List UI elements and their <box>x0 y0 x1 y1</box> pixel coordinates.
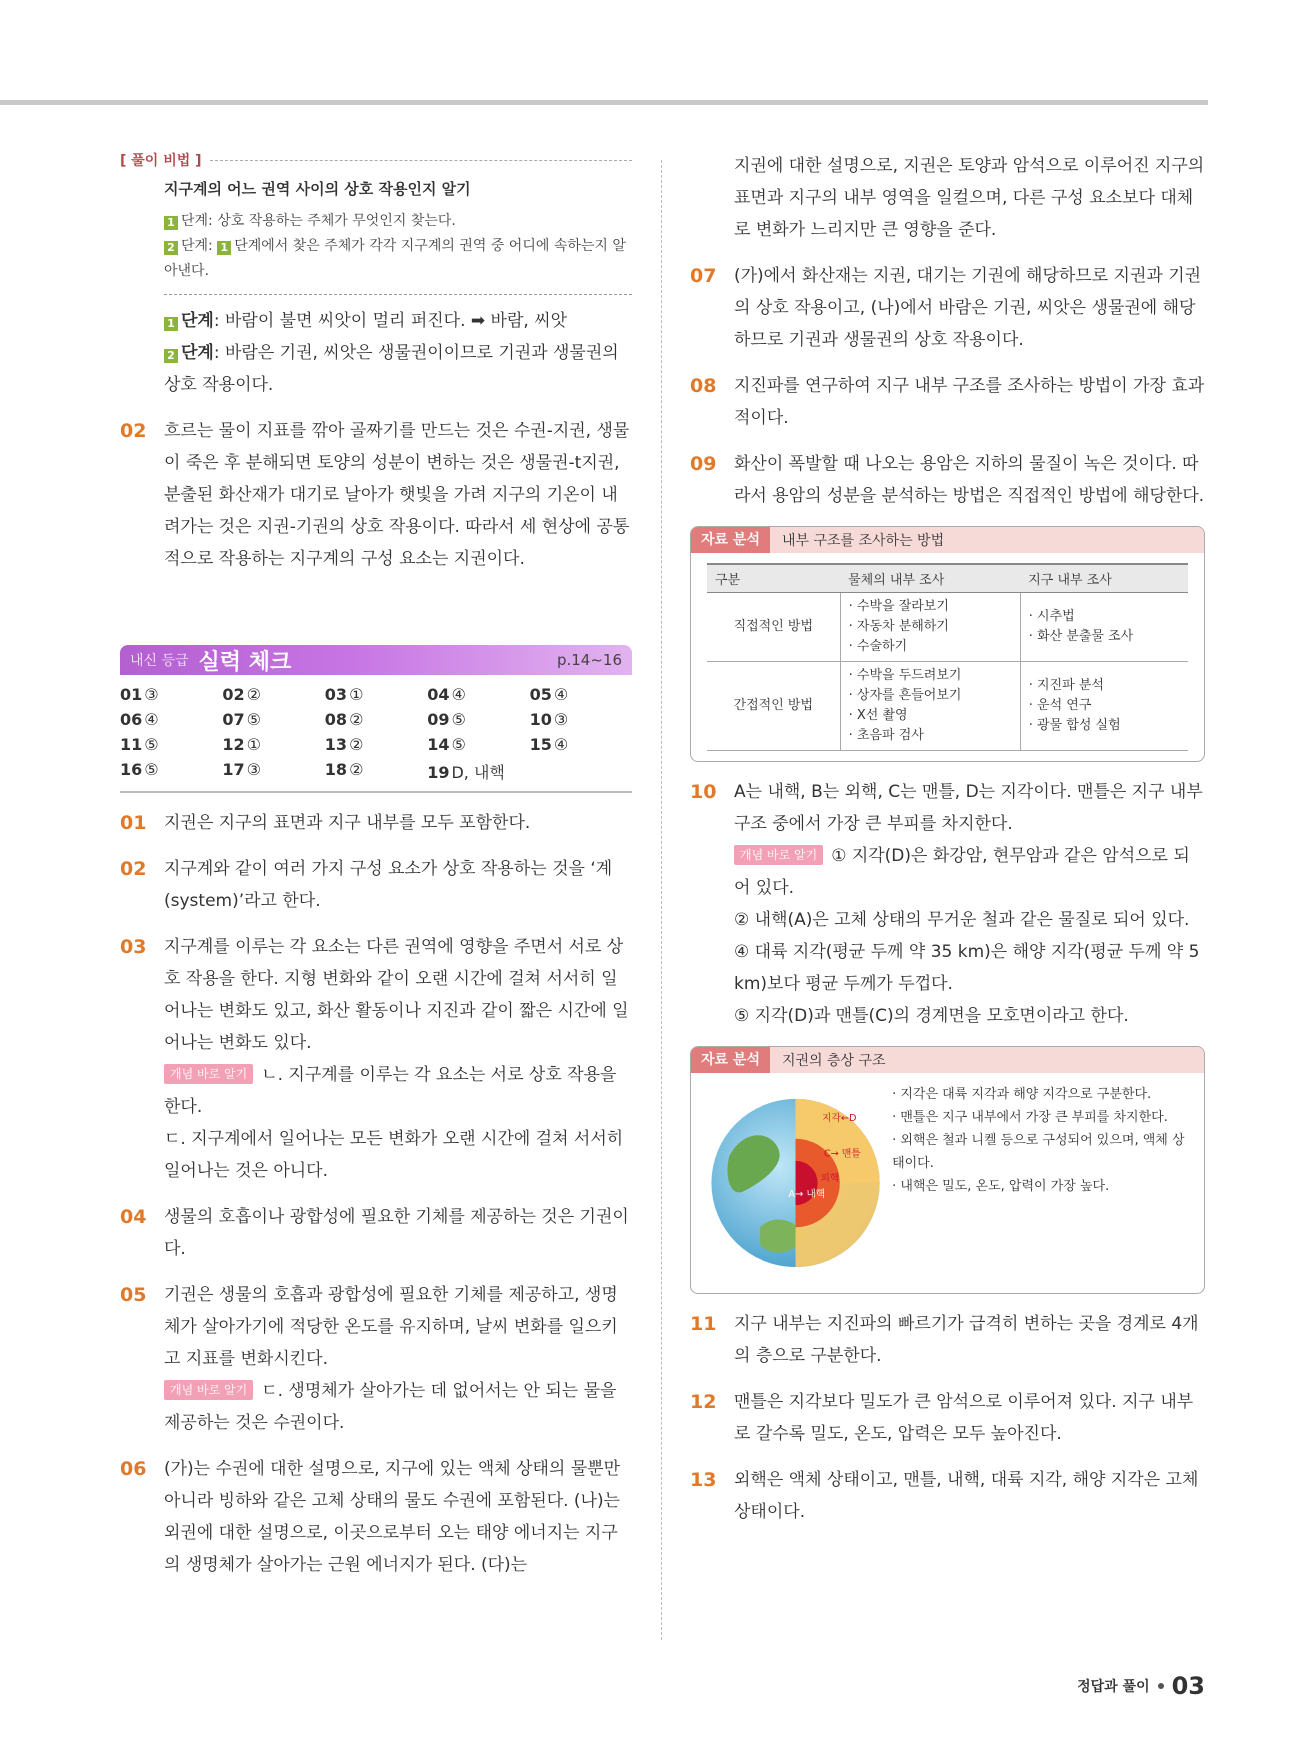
table-header-row <box>707 564 1188 593</box>
answer-number: 19 <box>427 763 450 782</box>
table-row <box>707 662 1188 751</box>
answer-text: 화산이 폭발할 때 나오는 용암은 지하의 물질이 녹은 것이다. 따라서 용암의 성분을 분석하는 방법은 직접적인 방법에 해당한다. <box>734 454 1205 506</box>
answer-body <box>164 1279 632 1439</box>
concept-badge: 개념 바로 알기 <box>164 1380 253 1400</box>
answer-choice: ② <box>349 710 364 729</box>
answer-text: 흐르는 물이 지표를 깎아 골짜기를 만드는 것은 수권-지권, 생물이 죽은 후 분해되면 토양의 성분이 변하는 것은 생물권-t지권, 분출된 화산재가 대기로 날아가 햇빛을 가려 지구의 기온이 내려가는 것은 지권-기권의 상호 작용이다. 따라서 세 현상에 공통적으로 작용하는 지구계의 구성 요소는 지권이다. <box>164 421 630 569</box>
concept-note-text-2: ㄷ. 지구계에서 일어나는 모든 변화가 오랜 시간에 걸쳐 서서히 일어나는 것은 아니다. <box>164 1129 624 1181</box>
answer-item <box>120 685 222 704</box>
answer-01 <box>120 807 632 839</box>
solution-step-2-text: : 바람은 기권, 씨앗은 생물권이이므로 기권과 생물권의 상호 작용이다. <box>164 343 619 395</box>
answer-number: 08 <box>324 710 348 729</box>
answer-choice: ② <box>349 760 364 779</box>
answer-choice: ⑤ <box>144 735 159 754</box>
answer-choice: ② <box>349 735 364 754</box>
footer-dot <box>1158 1683 1164 1689</box>
question-number: 09 <box>690 453 717 475</box>
question-number: 05 <box>120 1284 147 1306</box>
answer-03 <box>120 931 632 1187</box>
answer-number: 06 <box>120 710 143 729</box>
answer-text: (가)는 수권에 대한 설명으로, 지구에 있는 액체 상태의 물뿐만 아니라 빙하와 같은 고체 상태의 물도 수권에 포함된다. (나)는 외권에 대한 설명으로, 이곳으로부터 오는 태양 에너지는 지구의 생명체가 살아가는 근원 에너지가 된다. (다)는 <box>164 1459 621 1575</box>
answer-09 <box>690 448 1205 512</box>
answer-item <box>120 760 222 783</box>
answer-choice: ④ <box>144 710 159 729</box>
answer-choice: ① <box>349 685 364 704</box>
question-number: 11 <box>690 1313 717 1335</box>
answer-text: 지구계를 이루는 각 요소는 다른 권역에 영향을 주면서 서로 상호 작용을 한다. 지형 변화와 같이 오랜 시간에 걸쳐 서서히 일어나는 변화도 있고, 화산 활동이나 지진과 같이 짧은 시간에 일어나는 변화도 있다. <box>164 937 629 1053</box>
question-number: 06 <box>120 1458 147 1480</box>
answer-choice: ④ <box>553 735 569 754</box>
table-item: · 광물 합성 실험 <box>1028 718 1121 733</box>
table-cell <box>1020 593 1188 662</box>
page-number: 03 <box>1171 1672 1205 1700</box>
data-title: 내부 구조를 조사하는 방법 <box>781 533 945 549</box>
answer-text: 지권에 대한 설명으로, 지권은 토양과 암석으로 이루어진 지구의 표면과 지구의 내부 영역을 일컬으며, 다른 구성 요소보다 대체로 변화가 느리지만 큰 영향을 준다. <box>734 156 1205 240</box>
answer-number: 11 <box>120 735 143 754</box>
solution-step-1-text: : 바람이 불면 씨앗이 멀리 퍼진다. ➡ 바람, 씨앗 <box>213 311 568 331</box>
earth-note: · 지각은 대륙 지각과 해양 지각으로 구분한다. <box>892 1087 1152 1102</box>
answer-number: 17 <box>222 760 245 779</box>
step-1-icon: 1 <box>164 216 178 230</box>
answer-number: 16 <box>120 760 143 779</box>
data-tag: 자료 분석 <box>691 527 770 553</box>
answer-13 <box>690 1464 1205 1528</box>
table-item: · 시추법 <box>1028 609 1075 624</box>
answer-number: 12 <box>222 735 245 754</box>
answer-10 <box>690 776 1205 1032</box>
answer-11 <box>690 1308 1205 1372</box>
question-number: 04 <box>120 1206 147 1228</box>
answer-text: (가)에서 화산재는 지권, 대기는 기권에 해당하므로 지권과 기권의 상호 작용이고, (나)에서 바람은 기권, 씨앗은 생물권에 해당하므로 기권과 생물권의 상호 작용이다. <box>734 266 1202 350</box>
tip-step-2-text: 단계에서 찾은 주체가 각각 지구계의 권역 중 어디에 속하는지 알아낸다. <box>164 238 626 279</box>
table-item: · 상자를 흔들어보기 <box>848 688 962 703</box>
solution-step-1 <box>164 305 632 337</box>
answer-choice: ⑤ <box>451 735 466 754</box>
methods-table <box>707 563 1188 751</box>
question-number: 10 <box>690 781 717 803</box>
answer-text: 기권은 생물의 호흡과 광합성에 필요한 기체를 제공하고, 생명체가 살아가기에 적당한 온도를 유지하며, 날씨 변화를 일으키고 지표를 변화시킨다. <box>164 1285 618 1369</box>
table-item: · 운석 연구 <box>1028 698 1092 713</box>
tip-step-1 <box>164 209 632 234</box>
answer-choice: ③ <box>553 710 569 729</box>
column-divider <box>661 160 662 1640</box>
answer-number: 05 <box>529 685 552 704</box>
step-1-icon: 1 <box>217 241 231 255</box>
data-tag: 자료 분석 <box>691 1047 770 1073</box>
question-number: 02 <box>120 420 147 442</box>
answer-choice: ④ <box>553 685 569 704</box>
data-body <box>691 553 1204 761</box>
answer-choice: ④ <box>451 685 466 704</box>
answer-item <box>325 760 427 783</box>
answer-item <box>120 710 222 729</box>
concept-note <box>164 1059 632 1123</box>
data-head <box>691 527 1204 553</box>
answer-06-cont <box>690 150 1205 246</box>
question-number: 08 <box>690 375 717 397</box>
check-title: 실력 체크 <box>198 649 292 675</box>
answer-item <box>325 710 427 729</box>
table-header: 구분 <box>707 564 840 593</box>
table-header: 물체의 내부 조사 <box>840 564 1020 593</box>
answer-choice: ② <box>246 685 261 704</box>
answer-choice: ① <box>246 735 261 754</box>
answer-item <box>427 710 529 729</box>
data-analysis-layers <box>690 1046 1205 1294</box>
page-footer <box>1077 1672 1205 1700</box>
table-cell <box>1020 662 1188 751</box>
question-number: 03 <box>120 936 147 958</box>
answer-05 <box>120 1279 632 1439</box>
answer-item <box>427 735 529 754</box>
earth-figure <box>691 1073 1204 1293</box>
question-number: 13 <box>690 1469 717 1491</box>
answer-number: 03 <box>324 685 348 704</box>
skill-check-bar <box>120 645 632 675</box>
table-item: · 화산 분출물 조사 <box>1028 629 1134 644</box>
data-title: 지권의 층상 구조 <box>781 1053 886 1069</box>
table-row-head: 간접적인 방법 <box>707 662 840 751</box>
step-2-icon: 2 <box>164 349 178 363</box>
label-crust: 지각←D <box>822 1113 857 1125</box>
table-item: · 수박을 잘라보기 <box>848 599 949 614</box>
answer-number: 04 <box>427 685 450 704</box>
footer-label: 정답과 풀이 <box>1077 1679 1150 1695</box>
tip-title: 지구계의 어느 권역 사이의 상호 작용인지 알기 <box>164 180 471 198</box>
answer-number: 13 <box>324 735 348 754</box>
answer-body <box>164 931 632 1187</box>
table-row-head: 직접적인 방법 <box>707 593 840 662</box>
answer-item <box>325 735 427 754</box>
concept-note-text: ② 내핵(A)은 고체 상태의 무거운 철과 같은 물질로 되어 있다. <box>734 910 1190 930</box>
left-column <box>120 150 632 1581</box>
answer-grid <box>120 675 632 793</box>
answer-choice: ⑤ <box>451 710 466 729</box>
earth-note: · 내핵은 밀도, 온도, 압력이 가장 높다. <box>892 1179 1110 1194</box>
answer-text: 생물의 호흡이나 광합성에 필요한 기체를 제공하는 것은 기권이다. <box>164 1207 629 1259</box>
answer-choice: ⑤ <box>246 710 261 729</box>
table-row <box>707 593 1188 662</box>
label-mantle: C→ 맨틀 <box>823 1148 861 1160</box>
concept-badge: 개념 바로 알기 <box>734 845 823 865</box>
answer-item <box>120 735 222 754</box>
answer-item <box>222 735 324 754</box>
tip-separator <box>164 294 632 295</box>
answer-08 <box>690 370 1205 434</box>
table-header: 지구 내부 조사 <box>1020 564 1188 593</box>
answer-number: 07 <box>222 710 245 729</box>
check-subtitle: 내신 등급 <box>130 653 189 669</box>
earth-note: · 외핵은 철과 니켈 등으로 구성되어 있으며, 액체 상태이다. <box>892 1133 1185 1171</box>
answer-choice: ⑤ <box>144 760 159 779</box>
answer-07 <box>690 260 1205 356</box>
answer-text: 맨틀은 지각보다 밀도가 큰 암석으로 이루어져 있다. 지구 내부로 갈수록 밀도, 온도, 압력은 모두 높아진다. <box>734 1392 1194 1444</box>
answer-item <box>325 685 427 704</box>
answer-item <box>222 760 324 783</box>
question-number: 01 <box>120 812 147 834</box>
answer-text: A는 내핵, B는 외핵, C는 맨틀, D는 지각이다. 맨틀은 지구 내부 구조 중에서 가장 큰 부피를 차지한다. <box>734 782 1203 834</box>
answer-text: 지구계와 같이 여러 가지 구성 요소가 상호 작용하는 것을 ‘계(system)’라고 한다. <box>164 859 613 911</box>
answer-04 <box>120 1201 632 1265</box>
answer-text: 지권은 지구의 표면과 지구 내부를 모두 포함한다. <box>164 813 531 833</box>
step-1-icon: 1 <box>164 317 178 331</box>
check-pages: p.14~16 <box>556 651 622 669</box>
answer-06 <box>120 1453 632 1581</box>
answer-choice: D, 내핵 <box>451 763 505 782</box>
answer-item <box>222 710 324 729</box>
concept-note-text: ㄷ. 생명체가 살아가는 데 없어서는 안 되는 물을 제공하는 것은 수권이다. <box>164 1381 617 1433</box>
concept-note-text: ④ 대륙 지각(평균 두께 약 35 km)은 해양 지각(평균 두께 약 5 km)보다 평균 두께가 두껍다. <box>734 942 1200 994</box>
solution-step-1-label: 단계 <box>181 311 214 331</box>
answer-02 <box>120 853 632 917</box>
answer-item <box>530 685 632 704</box>
question-number: 07 <box>690 265 717 287</box>
answer-number: 15 <box>529 735 552 754</box>
answer-number: 18 <box>324 760 348 779</box>
answer-number: 09 <box>427 710 450 729</box>
solution-step-2-label: 단계 <box>181 343 214 363</box>
answer-item <box>427 760 529 783</box>
table-item: · 초음파 검사 <box>848 728 924 743</box>
answer-number: 02 <box>222 685 245 704</box>
answer-number: 01 <box>120 685 143 704</box>
earth-layers-illustration <box>707 1083 884 1283</box>
question-number: 12 <box>690 1391 717 1413</box>
concept-badge: 개념 바로 알기 <box>164 1064 253 1084</box>
answer-item <box>530 735 632 754</box>
concept-note-text: ㄴ. 지구계를 이루는 각 요소는 서로 상호 작용을 한다. <box>164 1065 617 1117</box>
step-2-icon: 2 <box>164 241 178 255</box>
earth-note: · 맨틀은 지구 내부에서 가장 큰 부피를 차지한다. <box>892 1110 1168 1125</box>
table-item: · 수술하기 <box>848 639 908 654</box>
table-item: · 자동차 분해하기 <box>848 619 949 634</box>
answer-item <box>530 710 632 729</box>
tip-header <box>120 150 632 170</box>
question-number-empty <box>690 150 734 246</box>
concept-note <box>164 1375 632 1439</box>
earth-notes <box>892 1083 1188 1198</box>
tip-step-2-prefix: 단계: <box>181 238 218 254</box>
top-rule <box>0 100 1208 105</box>
answer-text: 지진파를 연구하여 지구 내부 구조를 조사하는 방법이 가장 효과적이다. <box>734 376 1205 428</box>
answer-12 <box>690 1386 1205 1450</box>
concept-note <box>734 840 1205 904</box>
answer-body <box>734 776 1205 1032</box>
concept-note-text: ⑤ 지각(D)과 맨틀(C)의 경계면을 모호면이라고 한다. <box>734 1006 1129 1026</box>
label-inner-core: A→ 내핵 <box>788 1189 826 1201</box>
answer-item <box>222 685 324 704</box>
answer-02-prev <box>120 415 632 575</box>
answer-choice: ③ <box>246 760 261 779</box>
table-cell <box>840 662 1020 751</box>
answer-number: 14 <box>427 735 450 754</box>
tip-step-2 <box>164 234 632 284</box>
answer-text: 지구 내부는 지진파의 빠르기가 급격히 변하는 곳을 경계로 4개의 층으로 구분한다. <box>734 1314 1199 1366</box>
data-head <box>691 1047 1204 1073</box>
right-column <box>690 150 1205 1528</box>
label-outer-core: B→ 외핵 <box>802 1173 840 1185</box>
answer-text: 외핵은 액체 상태이고, 맨틀, 내핵, 대륙 지각, 해양 지각은 고체 상태이다. <box>734 1470 1199 1522</box>
concept-note-text: ① 지각(D)은 화강암, 현무암과 같은 암석으로 되어 있다. <box>734 846 1190 898</box>
answer-number: 10 <box>529 710 552 729</box>
table-item: · 수박을 두드려보기 <box>848 668 962 683</box>
tip-step-1-text: 단계: 상호 작용하는 주체가 무엇인지 찾는다. <box>181 213 456 229</box>
answer-choice: ③ <box>144 685 159 704</box>
tip-header-label: [ 풀이 비법 ] <box>120 153 202 169</box>
answer-item <box>427 685 529 704</box>
question-number: 02 <box>120 858 147 880</box>
table-item: · X선 촬영 <box>848 708 908 723</box>
data-analysis-methods <box>690 526 1205 762</box>
solution-step-2 <box>164 337 632 401</box>
table-item: · 지진파 분석 <box>1028 678 1104 693</box>
table-cell <box>840 593 1020 662</box>
